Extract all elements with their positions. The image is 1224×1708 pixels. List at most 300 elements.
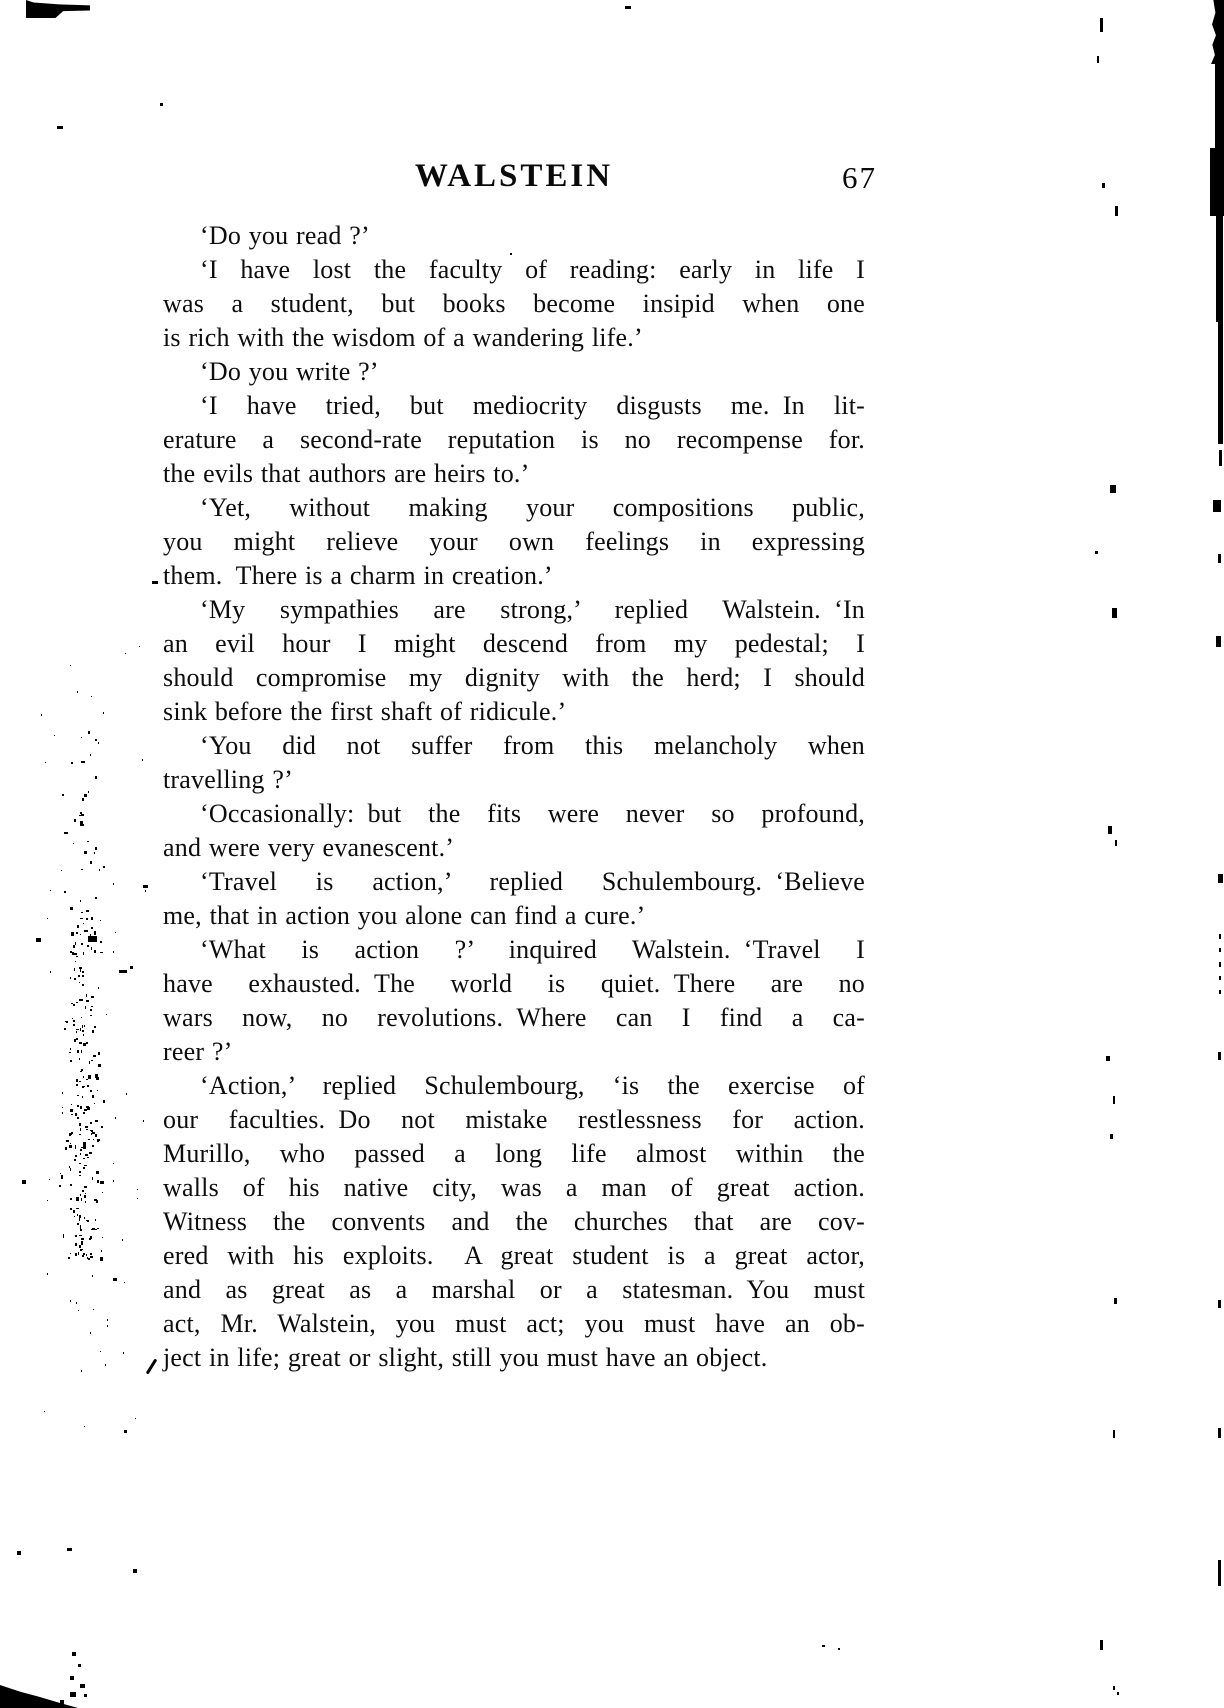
scan-speck-icon bbox=[137, 1189, 138, 1190]
scan-speck-icon bbox=[76, 1197, 79, 1201]
scan-speck-icon bbox=[82, 1249, 84, 1251]
scan-speck-icon bbox=[81, 918, 82, 919]
scan-speck-icon bbox=[81, 814, 85, 816]
scan-speck-icon bbox=[71, 1114, 73, 1116]
text-line: and were very evanescent.’ bbox=[163, 833, 455, 862]
scan-speck-icon bbox=[88, 731, 91, 734]
scan-speck-icon bbox=[84, 851, 86, 853]
scan-speck-icon bbox=[75, 1155, 77, 1156]
scan-speck-icon bbox=[98, 987, 100, 989]
scan-speck-icon bbox=[88, 1258, 89, 1260]
scan-speck-icon bbox=[54, 735, 55, 736]
scan-speck-icon bbox=[94, 931, 96, 934]
paragraph bbox=[163, 865, 865, 933]
scan-speck-icon bbox=[1219, 948, 1221, 952]
scan-speck-icon bbox=[80, 969, 81, 972]
scan-speck-icon bbox=[79, 999, 82, 1001]
scan-speck-icon bbox=[119, 970, 127, 973]
scan-speck-icon bbox=[87, 1157, 89, 1159]
scan-speck-icon bbox=[73, 1210, 75, 1213]
scan-speck-icon bbox=[64, 1028, 65, 1030]
scan-speck-icon bbox=[82, 1025, 83, 1028]
scan-speck-icon bbox=[76, 1002, 78, 1003]
scan-speck-icon bbox=[83, 1146, 86, 1149]
paragraph bbox=[163, 219, 865, 253]
paragraph bbox=[163, 797, 865, 865]
scan-speck-icon bbox=[87, 1107, 89, 1109]
text-line: our faculties. Do not mistake restlessness for action. bbox=[163, 1105, 865, 1134]
text-line: should compromise my dignity with the herd; I should bbox=[163, 663, 865, 692]
scan-speck-icon bbox=[145, 890, 146, 892]
scan-speck-icon bbox=[50, 971, 51, 973]
scan-speck-icon bbox=[84, 1217, 86, 1219]
scan-speck-icon bbox=[86, 1079, 88, 1081]
scan-speck-icon bbox=[84, 930, 87, 932]
scan-speck-icon bbox=[92, 1132, 95, 1134]
scan-speck-icon bbox=[92, 1030, 94, 1033]
scan-speck-icon bbox=[70, 1300, 71, 1302]
scan-speck-icon bbox=[62, 1112, 63, 1114]
scan-speck-icon bbox=[73, 945, 75, 948]
scan-speck-icon bbox=[1113, 1430, 1115, 1438]
text-line: have exhausted. The world is quiet. There are no bbox=[163, 969, 865, 998]
scan-speck-icon bbox=[79, 815, 81, 816]
scan-speck-icon bbox=[47, 918, 48, 919]
scan-speck-icon bbox=[79, 1171, 81, 1173]
scan-speck-icon bbox=[87, 1220, 89, 1222]
scan-speck-icon bbox=[85, 1006, 87, 1009]
scan-speck-icon bbox=[124, 1282, 125, 1283]
scan-speck-icon bbox=[81, 1243, 83, 1245]
scan-speck-icon bbox=[139, 646, 140, 648]
scan-tick-mark-icon bbox=[146, 1358, 158, 1374]
scan-speck-icon bbox=[74, 819, 76, 821]
scan-speck-icon bbox=[1115, 206, 1118, 216]
text-line: ‘Do you write ?’ bbox=[200, 357, 379, 386]
scan-speck-icon bbox=[50, 890, 51, 891]
scan-speck-icon bbox=[79, 1123, 81, 1125]
scan-speck-icon bbox=[76, 1084, 79, 1086]
scan-speck-icon bbox=[93, 1309, 94, 1310]
scan-speck-icon bbox=[61, 1175, 63, 1179]
text-line: ‘You did not suffer from this melancholy when bbox=[200, 731, 865, 760]
paragraph bbox=[163, 389, 865, 491]
scan-speck-icon bbox=[84, 1426, 85, 1427]
text-line: ered with his exploits. A great student is a great actor, bbox=[163, 1241, 865, 1270]
scan-speck-icon bbox=[76, 956, 78, 957]
scan-speck-icon bbox=[102, 1192, 103, 1193]
scan-speck-icon bbox=[103, 1100, 105, 1103]
scan-speck-icon bbox=[97, 1180, 99, 1183]
scan-speck-icon bbox=[69, 1133, 71, 1135]
scan-speck-icon bbox=[90, 1015, 92, 1017]
scan-speck-icon bbox=[94, 1199, 96, 1201]
scan-speck-icon bbox=[62, 794, 64, 796]
scan-speck-icon bbox=[75, 1253, 77, 1256]
scan-speck-icon bbox=[75, 1148, 76, 1149]
scan-speck-icon bbox=[77, 1117, 79, 1119]
scan-speck-icon bbox=[83, 923, 84, 924]
scan-speck-icon bbox=[90, 934, 91, 935]
scan-speck-icon bbox=[95, 1134, 97, 1137]
scan-speck-icon bbox=[76, 1029, 79, 1030]
scan-speck-icon bbox=[82, 1190, 84, 1192]
scan-speck-icon bbox=[95, 1074, 98, 1078]
scan-speck-icon bbox=[77, 1223, 79, 1225]
scan-speck-icon bbox=[625, 6, 631, 9]
scan-speck-icon bbox=[113, 883, 114, 885]
scan-speck-icon bbox=[1108, 826, 1112, 834]
scan-speck-icon bbox=[92, 1275, 93, 1277]
scan-speck-icon bbox=[87, 945, 89, 947]
scan-speck-icon bbox=[83, 1144, 85, 1147]
scan-speck-icon bbox=[75, 942, 76, 946]
text-line: ‘Occasionally: but the fits were never so profound, bbox=[200, 799, 865, 828]
scan-speck-icon bbox=[74, 1216, 75, 1217]
text-line: travelling ?’ bbox=[163, 765, 293, 794]
scan-speck-icon bbox=[87, 1257, 88, 1259]
scan-speck-icon bbox=[93, 1132, 95, 1134]
scan-speck-icon bbox=[86, 1042, 88, 1044]
text-line: them. There is a charm in creation.’ bbox=[163, 561, 553, 590]
scan-speck-icon bbox=[76, 1031, 77, 1033]
scan-speck-icon bbox=[95, 1219, 96, 1221]
scan-speck-icon bbox=[113, 1278, 117, 1281]
scan-speck-icon bbox=[1106, 1056, 1110, 1061]
scan-speck-icon bbox=[78, 975, 79, 977]
scan-speck-icon bbox=[85, 1154, 86, 1155]
scan-speck-icon bbox=[44, 1411, 45, 1413]
scan-speck-icon bbox=[1218, 1052, 1221, 1060]
scan-speck-icon bbox=[94, 950, 96, 953]
scan-speck-icon bbox=[103, 712, 104, 715]
scan-speck-icon bbox=[72, 952, 74, 955]
scan-speck-icon bbox=[79, 967, 82, 969]
scan-speck-icon bbox=[86, 1129, 89, 1131]
scan-speck-icon bbox=[82, 798, 84, 800]
scan-speck-icon bbox=[76, 1079, 78, 1082]
scan-speck-icon bbox=[70, 1109, 73, 1112]
scan-speck-icon bbox=[86, 1254, 87, 1255]
running-header bbox=[163, 158, 877, 206]
scan-speck-icon bbox=[59, 1185, 61, 1187]
scan-speck-icon bbox=[82, 1096, 83, 1098]
scan-speck-icon bbox=[84, 1109, 87, 1111]
scan-speck-icon bbox=[115, 1117, 116, 1119]
scan-speck-icon bbox=[75, 1235, 77, 1237]
scan-speck-icon bbox=[80, 1225, 81, 1229]
scan-speck-icon bbox=[77, 1095, 78, 1096]
scan-speck-icon bbox=[86, 1000, 89, 1002]
scan-speck-icon bbox=[123, 1352, 124, 1354]
scan-speck-icon bbox=[96, 1200, 98, 1203]
paragraph bbox=[163, 933, 865, 1069]
scan-speck-icon bbox=[90, 1332, 91, 1334]
scan-speck-icon bbox=[91, 1229, 93, 1231]
scan-speck-icon bbox=[85, 1193, 87, 1195]
scan-speck-icon bbox=[1100, 18, 1103, 32]
scan-speck-icon bbox=[83, 952, 84, 955]
scan-speck-icon bbox=[1102, 183, 1105, 188]
scan-speck-icon bbox=[97, 1090, 98, 1091]
scan-speck-icon bbox=[77, 691, 78, 693]
scan-speck-icon bbox=[87, 1085, 90, 1088]
scan-speck-icon bbox=[88, 791, 89, 793]
scan-speck-icon bbox=[91, 947, 93, 950]
scan-speck-icon bbox=[1100, 1640, 1103, 1650]
scan-speck-icon bbox=[70, 977, 71, 979]
scan-speck-icon bbox=[87, 1220, 89, 1222]
scan-speck-icon bbox=[65, 1147, 67, 1150]
scan-speck-icon bbox=[100, 941, 101, 943]
scan-speck-icon bbox=[100, 952, 103, 953]
scan-speck-icon bbox=[74, 968, 75, 971]
scan-speck-icon bbox=[130, 966, 133, 969]
scan-speck-icon bbox=[91, 1006, 93, 1008]
scan-speck-icon bbox=[72, 1652, 76, 1656]
scan-speck-icon bbox=[80, 1684, 85, 1688]
scan-speck-icon bbox=[82, 975, 84, 977]
scan-speck-icon bbox=[91, 1130, 93, 1132]
scan-speck-icon bbox=[1219, 976, 1221, 980]
scan-speck-icon bbox=[70, 1168, 71, 1172]
scan-blob-top-left-icon bbox=[26, 0, 90, 18]
scan-speck-icon bbox=[80, 918, 82, 920]
scan-speck-icon bbox=[96, 1171, 99, 1174]
scan-speck-icon bbox=[1218, 1428, 1221, 1438]
scan-speck-icon bbox=[1215, 60, 1224, 152]
page-number: 67 bbox=[842, 160, 877, 195]
scan-speck-icon bbox=[143, 1120, 144, 1122]
scan-speck-icon bbox=[107, 1325, 108, 1327]
scan-speck-icon bbox=[1110, 485, 1116, 493]
scan-speck-icon bbox=[86, 910, 89, 911]
scan-speck-icon bbox=[84, 1165, 87, 1167]
paragraph bbox=[163, 491, 865, 593]
scan-speck-icon bbox=[74, 978, 76, 980]
scan-speck-icon bbox=[63, 1234, 64, 1238]
scan-speck-icon bbox=[17, 1551, 21, 1555]
scan-speck-icon bbox=[94, 1026, 96, 1028]
scan-speck-icon bbox=[73, 1020, 75, 1022]
scan-speck-icon bbox=[113, 1163, 114, 1164]
scan-speck-icon bbox=[99, 869, 100, 871]
scan-speck-icon bbox=[89, 1152, 91, 1154]
scan-speck-icon bbox=[81, 1241, 83, 1243]
scan-speck-icon bbox=[90, 1236, 92, 1240]
scan-speck-icon bbox=[82, 971, 84, 973]
scan-speck-icon bbox=[79, 982, 81, 983]
scan-speck-icon bbox=[143, 885, 148, 888]
scan-speck-icon bbox=[71, 1104, 73, 1105]
scan-speck-icon bbox=[107, 1319, 108, 1321]
text-line: ‘Yet, without making your compositions public, bbox=[200, 493, 865, 522]
scan-speck-icon bbox=[71, 762, 73, 764]
scan-speck-icon bbox=[73, 1004, 75, 1007]
scan-speck-icon bbox=[79, 1134, 81, 1135]
scan-speck-icon bbox=[77, 1050, 79, 1053]
scan-speck-icon bbox=[70, 1692, 76, 1697]
scan-speck-icon bbox=[89, 1238, 91, 1240]
scan-speck-icon bbox=[80, 1028, 81, 1031]
scan-speck-icon bbox=[1097, 56, 1099, 63]
scan-speck-icon bbox=[70, 665, 71, 667]
scan-speck-icon bbox=[1218, 1560, 1221, 1586]
scan-speck-icon bbox=[61, 870, 62, 871]
scan-speck-icon bbox=[79, 1175, 81, 1177]
scan-speck-icon bbox=[1095, 551, 1098, 554]
scan-speck-icon bbox=[152, 581, 158, 584]
text-line: sink before the first shaft of ridicule.’ bbox=[163, 697, 567, 726]
scan-speck-icon bbox=[95, 1120, 98, 1122]
scan-speck-icon bbox=[84, 1025, 85, 1027]
text-line: Murillo, who passed a long life almost within the bbox=[163, 1139, 865, 1168]
scan-blob-bottom-left-icon bbox=[0, 1680, 78, 1708]
scan-speck-icon bbox=[74, 1039, 77, 1042]
scan-speck-icon bbox=[83, 1034, 85, 1037]
scan-speck-icon bbox=[88, 1075, 91, 1079]
scan-speck-icon bbox=[81, 1198, 82, 1200]
scan-speck-icon bbox=[70, 1048, 71, 1050]
scan-speck-icon bbox=[1210, 148, 1224, 216]
paragraph bbox=[163, 1069, 865, 1375]
scan-speck-icon bbox=[70, 1184, 72, 1186]
scan-speck-icon bbox=[1218, 320, 1223, 444]
scan-speck-icon bbox=[83, 1043, 86, 1046]
scan-speck-icon bbox=[91, 917, 93, 920]
text-line: and as great as a marshal or a statesman. You must bbox=[163, 1275, 865, 1304]
scan-speck-icon bbox=[82, 1086, 84, 1088]
scan-speck-icon bbox=[93, 1139, 95, 1140]
scan-speck-icon bbox=[69, 1052, 71, 1053]
scan-speck-icon bbox=[82, 984, 84, 987]
scan-speck-icon bbox=[74, 953, 77, 955]
scan-speck-icon bbox=[82, 1086, 84, 1087]
scan-speck-icon bbox=[67, 1548, 72, 1551]
scan-speck-icon bbox=[96, 1077, 98, 1080]
scan-speck-icon bbox=[75, 1113, 78, 1116]
scan-speck-icon bbox=[113, 951, 114, 953]
scan-speck-icon bbox=[1219, 990, 1221, 994]
scan-speck-icon bbox=[81, 1238, 84, 1240]
scan-speck-icon bbox=[142, 759, 143, 761]
scan-speck-icon bbox=[84, 1694, 87, 1697]
scan-speck-icon bbox=[92, 1228, 94, 1230]
scan-speck-icon bbox=[79, 1215, 81, 1218]
scan-speck-icon bbox=[100, 1181, 103, 1184]
text-line: ‘I have tried, but mediocrity disgusts me. In lit- bbox=[200, 391, 865, 420]
text-line: you might relieve your own feelings in expressing bbox=[163, 527, 865, 556]
scan-speck-icon bbox=[125, 653, 126, 655]
scan-speck-icon bbox=[1110, 1134, 1113, 1139]
scan-speck-icon bbox=[71, 1003, 74, 1005]
scan-speck-icon bbox=[70, 1143, 71, 1144]
scan-speck-icon bbox=[49, 1179, 50, 1181]
scan-speck-icon bbox=[91, 996, 93, 998]
scan-speck-icon bbox=[70, 1208, 72, 1211]
scan-speck-icon bbox=[79, 1217, 81, 1221]
scan-speck-icon bbox=[160, 103, 163, 106]
scan-speck-icon bbox=[70, 907, 73, 910]
scan-speck-icon bbox=[93, 1055, 95, 1057]
scan-speck-icon bbox=[79, 1163, 81, 1164]
scan-speck-icon bbox=[87, 841, 89, 843]
scan-speck-icon bbox=[64, 891, 66, 893]
scan-speck-icon bbox=[91, 1133, 92, 1136]
scan-speck-icon bbox=[90, 1090, 93, 1092]
scan-speck-icon bbox=[86, 994, 87, 996]
text-line: walls of his native city, was a man of great action. bbox=[163, 1173, 865, 1202]
scan-speck-icon bbox=[100, 1351, 101, 1352]
scan-speck-icon bbox=[95, 847, 97, 849]
paragraph bbox=[163, 729, 865, 797]
scan-speck-icon bbox=[92, 1095, 94, 1098]
scan-speck-icon bbox=[101, 1250, 102, 1252]
scan-speck-icon bbox=[82, 1255, 84, 1258]
scan-speck-icon bbox=[80, 934, 81, 935]
text-line: an evil hour I might descend from my pedestal; I bbox=[163, 629, 865, 658]
scan-speck-icon bbox=[98, 1064, 101, 1067]
scan-speck-icon bbox=[78, 1664, 81, 1667]
scan-speck-icon bbox=[81, 943, 82, 945]
scan-speck-icon bbox=[81, 1370, 82, 1372]
scan-speck-icon bbox=[80, 824, 84, 826]
scan-speck-icon bbox=[47, 1200, 48, 1201]
text-line: reer ?’ bbox=[163, 1037, 233, 1066]
scan-speck-icon bbox=[80, 1128, 82, 1132]
scan-speck-icon bbox=[88, 1078, 91, 1080]
scan-speck-icon bbox=[86, 918, 88, 920]
text-line: ‘Travel is action,’ replied Schulembourg. ‘Believe bbox=[200, 867, 865, 896]
scan-speck-icon bbox=[81, 737, 82, 738]
scan-speck-icon bbox=[76, 1038, 79, 1040]
scan-speck-icon bbox=[100, 1257, 102, 1260]
scan-speck-icon bbox=[79, 1058, 80, 1059]
scan-speck-icon bbox=[91, 696, 92, 697]
scan-speck-icon bbox=[103, 866, 105, 868]
scan-speck-icon bbox=[22, 1180, 26, 1184]
scan-speck-icon bbox=[75, 1254, 77, 1255]
scan-speck-icon bbox=[1219, 962, 1221, 967]
scan-speck-icon bbox=[88, 936, 97, 942]
scan-speck-icon bbox=[82, 1030, 84, 1032]
scan-speck-icon bbox=[80, 1249, 82, 1251]
scan-speck-icon bbox=[101, 1126, 103, 1129]
scan-speck-icon bbox=[124, 1430, 127, 1433]
scan-speck-icon bbox=[85, 1201, 86, 1203]
scan-speck-icon bbox=[75, 1145, 76, 1147]
scan-speck-icon bbox=[137, 1198, 138, 1200]
scan-speck-icon bbox=[1114, 1298, 1117, 1304]
scan-speck-icon bbox=[80, 1071, 82, 1072]
scan-speck-icon bbox=[70, 951, 72, 953]
scan-speck-icon bbox=[1219, 450, 1222, 466]
paragraph bbox=[163, 253, 865, 355]
text-line: ject in life; great or slight, still you must have an object. bbox=[163, 1343, 768, 1372]
scan-speck-icon bbox=[115, 932, 116, 934]
scan-speck-icon bbox=[98, 742, 99, 744]
scan-speck-icon bbox=[1112, 608, 1117, 618]
text-line: ‘Action,’ replied Schulembourg, ‘is the exercise of bbox=[200, 1071, 865, 1100]
scan-speck-icon bbox=[94, 852, 96, 855]
scan-speck-icon bbox=[70, 1060, 72, 1062]
scan-speck-icon bbox=[64, 832, 67, 834]
scan-speck-icon bbox=[90, 1253, 92, 1255]
scan-speck-icon bbox=[81, 869, 83, 870]
scan-speck-icon bbox=[72, 1018, 74, 1020]
scan-speck-icon bbox=[77, 1105, 79, 1107]
scan-speck-icon bbox=[60, 1700, 64, 1704]
